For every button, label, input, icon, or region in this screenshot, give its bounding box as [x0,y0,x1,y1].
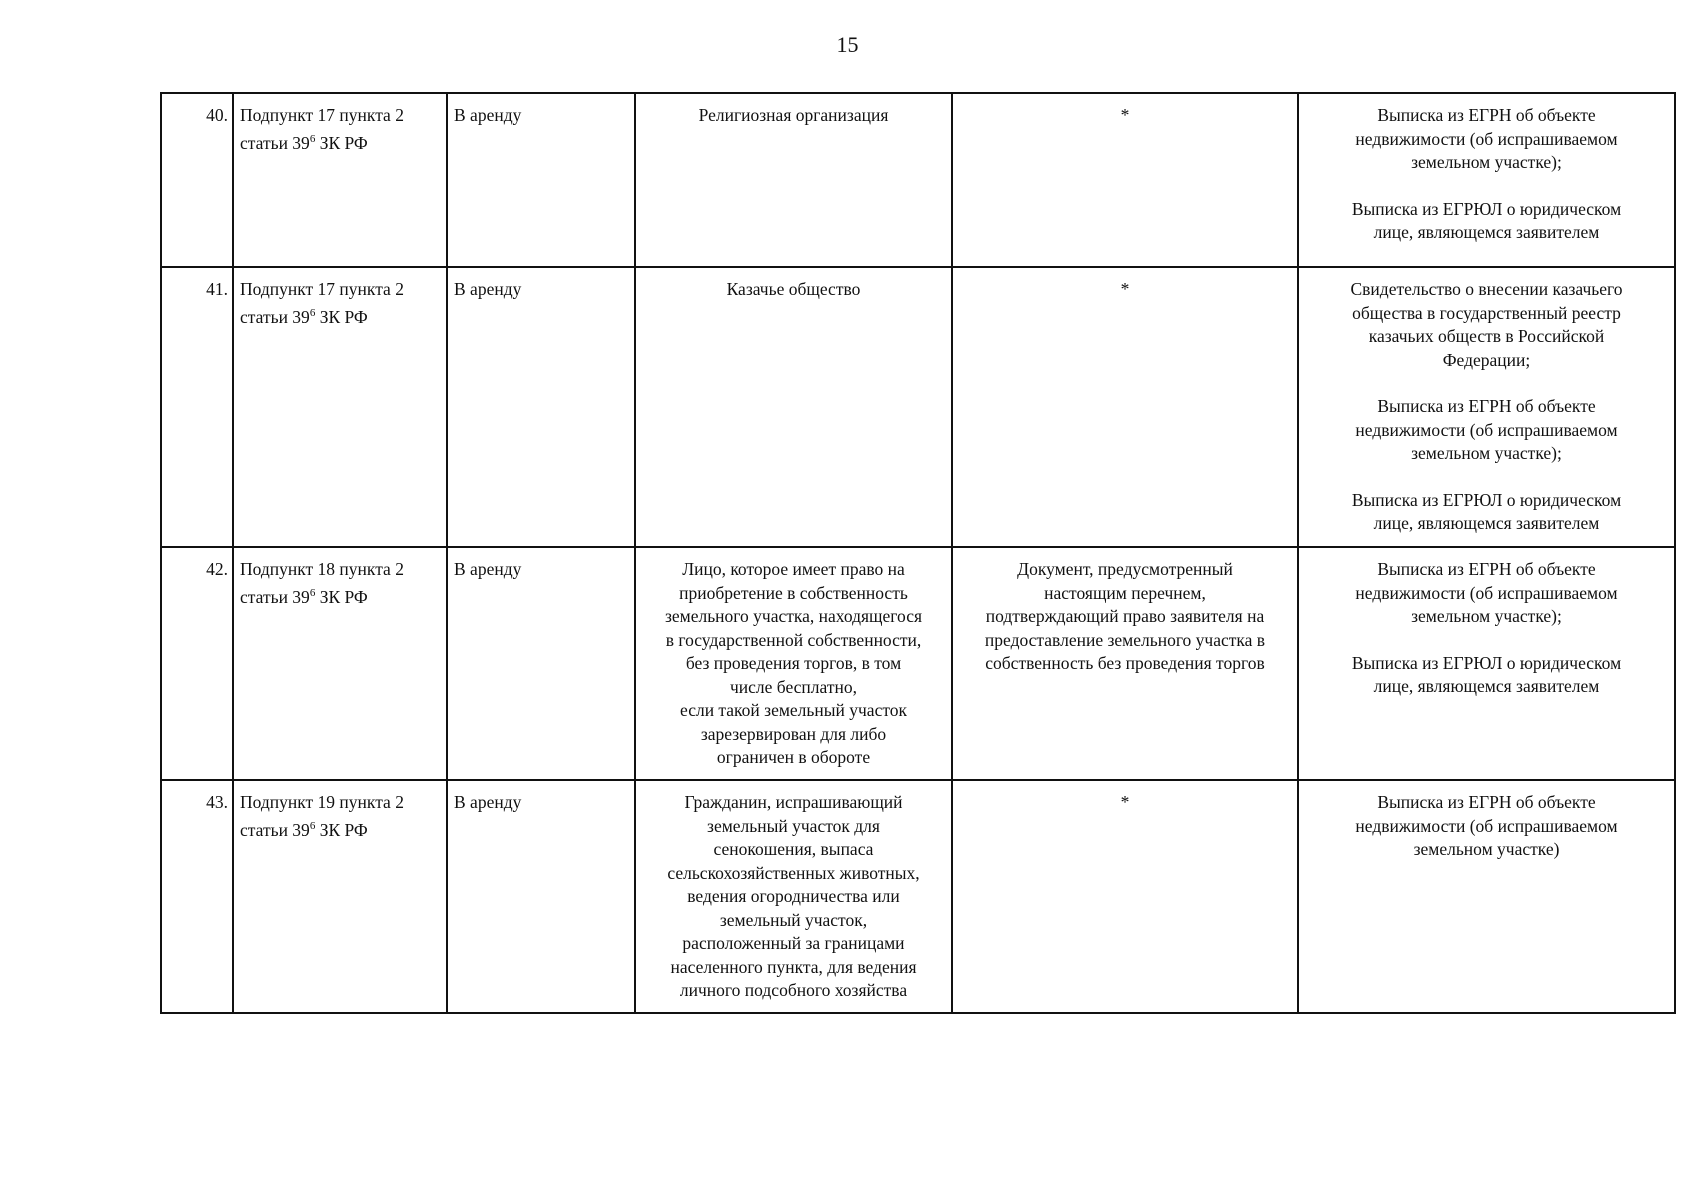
applicant-line: ограничен в обороте [716,747,871,767]
document-line: собственность без проведения торгов [985,653,1265,673]
extract-line: земельном участке); [1411,443,1562,463]
article-text: статьи 39 [240,306,310,327]
row-number: 42. [206,559,228,579]
extract-line: Выписка из ЕГРЮЛ о юридическом [1351,652,1622,673]
document-cell [952,780,1298,1013]
extract-line: недвижимости (об испрашиваемом [1355,815,1618,836]
basis-article-line [240,302,440,329]
article-superscript: 6 [309,132,316,145]
basis-line: Подпункт 17 пункта 2 [240,105,404,125]
row-number-cell [161,267,233,547]
extract-line: Выписка из ЕГРН об объекте [1377,105,1596,125]
applicant-line: Казачье общество [726,279,861,299]
extract-paragraph [1305,489,1668,536]
row-number-cell [161,93,233,267]
extract-line: лице, являющемся заявителем [1373,222,1600,242]
extract-line: недвижимости (об испрашиваемом [1355,128,1618,149]
code-text: ЗК РФ [315,586,368,607]
applicant-line: числе бесплатно, [729,676,857,697]
table-row [161,93,1675,267]
page-number: 15 [836,32,859,57]
extract-line: недвижимости (об испрашиваемом [1355,582,1618,603]
extract-line: Выписка из ЕГРН об объекте [1377,396,1596,416]
basis-line: Подпункт 17 пункта 2 [240,279,404,299]
legal-basis-cell [233,267,447,547]
article-superscript: 6 [309,586,316,599]
table-row [161,547,1675,780]
asterisk-mark: * [1120,105,1130,125]
applicant-line: расположенный за границами [682,933,905,953]
right-type-cell [447,267,635,547]
extract-paragraph [1305,395,1668,466]
code-text: ЗК РФ [315,132,368,153]
right-type-cell [447,780,635,1013]
extract-line: Выписка из ЕГРН об объекте [1377,559,1596,579]
code-text: ЗК РФ [315,819,368,840]
document-line: подтверждающий право заявителя на [985,606,1265,626]
extracts-cell [1298,267,1675,547]
extract-paragraph [1305,652,1668,699]
row-number-cell [161,780,233,1013]
document-cell [952,267,1298,547]
asterisk-mark: * [1120,792,1130,812]
applicant-line: Гражданин, испрашивающий [684,792,903,812]
table-row [161,267,1675,547]
applicant-line: населенного пункта, для ведения [670,956,917,977]
right-type: В аренду [454,279,522,299]
applicant-line: зарезервирован для либо [700,723,887,744]
extracts-cell [1298,780,1675,1013]
applicant-cell [635,93,952,267]
document-cell [952,547,1298,780]
table-row [161,780,1675,1013]
applicant-line: без проведения торгов, в том [685,653,902,673]
document-line: Документ, предусмотренный [1017,559,1233,579]
extract-paragraph [1305,198,1668,245]
document-cell [952,93,1298,267]
applicant-line: ведения огородничества или [687,886,900,906]
document-line: предоставление земельного участка в [984,629,1266,650]
legal-basis-cell [233,547,447,780]
row-number: 41. [206,279,228,299]
asterisk-mark: * [1120,279,1130,299]
article-text: статьи 39 [240,819,310,840]
extract-line: Выписка из ЕГРН об объекте [1377,792,1596,812]
extract-line: земельном участке) [1413,839,1560,859]
extract-line: Выписка из ЕГРЮЛ о юридическом [1351,489,1622,510]
applicant-line: если такой земельный участок [679,700,908,720]
basis-line: Подпункт 19 пункта 2 [240,792,404,812]
article-text: статьи 39 [240,586,310,607]
legal-basis-cell [233,93,447,267]
right-type: В аренду [454,792,522,812]
applicant-line: в государственной собственности, [665,629,922,650]
applicant-cell [635,780,952,1013]
applicant-cell [635,267,952,547]
basis-line: Подпункт 18 пункта 2 [240,559,404,579]
applicant-line: Лицо, которое имеет право на [682,559,905,579]
extract-line: земельном участке); [1411,606,1562,626]
applicant-line: земельный участок для [707,815,880,836]
row-number: 43. [206,792,228,812]
extracts-cell [1298,93,1675,267]
applicant-cell [635,547,952,780]
extract-line: общества в государственный реестр [1352,302,1621,323]
extract-paragraph [1305,791,1668,862]
table-body [161,93,1675,1013]
right-type-cell [447,93,635,267]
basis-article-line [240,128,440,155]
code-text: ЗК РФ [315,306,368,327]
applicant-line: сельскохозяйственных животных, [667,862,920,883]
extract-line: лице, являющемся заявителем [1373,676,1600,696]
extracts-cell [1298,547,1675,780]
article-superscript: 6 [309,819,316,832]
extract-line: казачьих обществ в Российской [1368,326,1605,346]
extract-line: Федерации; [1442,349,1531,370]
applicant-line: земельный участок, [719,909,868,930]
article-text: статьи 39 [240,132,310,153]
extract-paragraph [1305,278,1668,372]
article-superscript: 6 [309,306,316,319]
legal-basis-cell [233,780,447,1013]
applicant-line: личного подсобного хозяйства [679,980,908,1000]
extract-paragraph [1305,104,1668,175]
basis-article-line [240,582,440,609]
applicant-line: сенокошения, выпаса [713,839,874,859]
right-type: В аренду [454,105,522,125]
applicant-line: земельного участка, находящегося [664,606,923,626]
basis-article-line [240,815,440,842]
extract-line: земельном участке); [1411,152,1562,172]
extract-line: Свидетельство о внесении казачьего [1350,279,1623,299]
document-line: настоящим перечнем, [1044,582,1206,603]
right-type-cell [447,547,635,780]
right-type: В аренду [454,559,522,579]
extract-line: недвижимости (об испрашиваемом [1355,419,1618,440]
extract-paragraph [1305,558,1668,629]
row-number-cell [161,547,233,780]
applicant-line: Религиозная организация [698,105,889,125]
extract-line: лице, являющемся заявителем [1373,513,1600,533]
extract-line: Выписка из ЕГРЮЛ о юридическом [1351,198,1622,219]
document-table [160,92,1676,1014]
row-number: 40. [206,105,228,125]
applicant-line: приобретение в собственность [679,582,908,603]
